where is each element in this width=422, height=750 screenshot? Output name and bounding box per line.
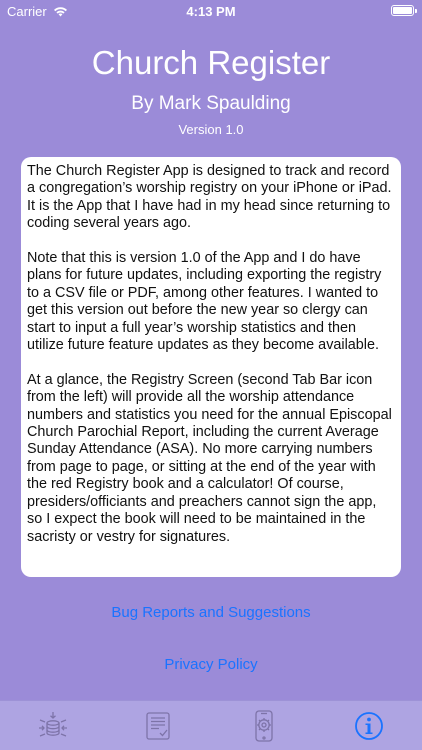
registry-checklist-icon xyxy=(145,711,171,741)
about-text xyxy=(21,157,401,546)
tab-bar xyxy=(0,700,422,750)
about-paragraph: The Church Register App is designed to track and record a congregation’s worship registry on your iPhone or iPad. It is the App that I have had in my head since returning to coding several years ago. xyxy=(27,163,392,232)
database-sync-icon xyxy=(36,711,70,741)
tab-registry[interactable] xyxy=(106,701,212,750)
tab-info[interactable] xyxy=(317,701,422,750)
tab-settings[interactable] xyxy=(211,701,317,750)
status-bar xyxy=(0,0,422,22)
status-time: 4:13 PM xyxy=(186,4,236,19)
privacy-policy-link[interactable]: Privacy Policy xyxy=(164,656,258,673)
app-title: Church Register xyxy=(91,44,331,81)
author-subtitle: By Mark Spaulding xyxy=(131,93,291,114)
version-label: Version 1.0 xyxy=(178,122,244,137)
carrier-label: Carrier xyxy=(7,4,47,19)
status-right xyxy=(391,5,414,16)
about-paragraph: Note that this is version 1.0 of the App and I do have plans for future updates, including exporting the registry to a CSV file or PDF, among other features. I wanted to get this version out before the new year so clergy can start to input a full year’s worship statistics and then utilize future feature updates as they become available. xyxy=(27,250,382,354)
bug-reports-link[interactable]: Bug Reports and Suggestions xyxy=(111,604,311,621)
about-text-card[interactable] xyxy=(21,157,401,577)
battery-icon xyxy=(391,5,414,16)
about-paragraph: At a glance, the Registry Screen (second Tab Bar icon from the left) will provide all the worship attendance numbers and statistics you need for the annual Episcopal Church Parochial Report, including the current Average Sunday Attendance (ASA). No more carrying numbers from page to page, or sitting at the end of the year with the red Registry book and a calculator! Of course, presiders/officiants and preachers cannot sign the app, so I expect the book will need to be maintained in the sacristy or vestry for signatures. xyxy=(27,371,392,545)
settings-phone-icon xyxy=(250,710,278,742)
info-icon xyxy=(354,711,384,741)
tab-database[interactable] xyxy=(0,701,106,750)
